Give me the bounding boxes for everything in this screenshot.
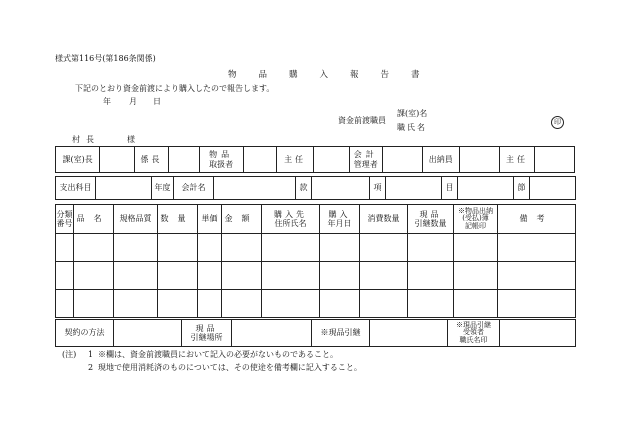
date-year: 年 — [103, 97, 111, 106]
col-category-no: 分類 番号 — [56, 205, 74, 234]
col-purchase-date: 購入 年月日 — [320, 205, 360, 234]
cell[interactable] — [498, 234, 576, 262]
note-1-text: ※欄は、資金前渡職員において記入の必要がないものであること。 — [98, 350, 338, 359]
cell[interactable] — [320, 262, 360, 290]
form-title: 物品購入報告書 — [228, 70, 442, 80]
account-name-input[interactable] — [214, 177, 296, 200]
col-consumed-qty: 消費数量 — [360, 205, 408, 234]
cell[interactable] — [454, 290, 498, 318]
cell[interactable] — [262, 262, 320, 290]
addressee-title: 村長 — [72, 135, 100, 144]
note-2-number: 2 — [88, 363, 94, 372]
handler-label: 物品 取扱者 — [199, 147, 243, 173]
cell[interactable] — [262, 290, 320, 318]
manager-label: 会計 管理者 — [349, 147, 382, 173]
date-month: 月 — [129, 97, 137, 106]
cell[interactable] — [454, 234, 498, 262]
items-table — [55, 204, 576, 318]
kou-input[interactable] — [386, 177, 442, 200]
dept-chief-label: 課(室)長 — [56, 147, 100, 173]
table-row — [56, 262, 576, 290]
cell[interactable] — [56, 290, 74, 318]
kou-label: 項 — [370, 177, 386, 200]
fiscal-year-label: 年度 — [152, 177, 174, 200]
cell[interactable] — [74, 290, 114, 318]
col-item-name: 品名 — [74, 205, 114, 234]
footer-table — [55, 319, 576, 347]
cell[interactable] — [320, 234, 360, 262]
setsu-input[interactable] — [530, 177, 576, 200]
accountant-label: 出納員 — [422, 147, 460, 173]
account-name-label: 会計名 — [174, 177, 214, 200]
cell[interactable] — [114, 262, 158, 290]
account-label: 支出科目 — [56, 177, 96, 200]
setsu-label: 節 — [514, 177, 530, 200]
handler-seal[interactable] — [243, 147, 276, 173]
kan-label: 款 — [296, 177, 312, 200]
table-row — [56, 290, 576, 318]
cell[interactable] — [56, 234, 74, 262]
cell[interactable] — [198, 290, 222, 318]
budget-table — [55, 176, 576, 200]
dept-label: 課(室)名 — [397, 109, 428, 118]
col-spec: 規格品質 — [114, 205, 158, 234]
cell[interactable] — [408, 290, 454, 318]
approval-table — [55, 146, 575, 173]
cell[interactable] — [222, 262, 262, 290]
receiver-seal[interactable] — [500, 320, 576, 347]
addressee-suffix: 様 — [127, 135, 135, 144]
cell[interactable] — [360, 234, 408, 262]
cell[interactable] — [408, 234, 454, 262]
kan-input[interactable] — [312, 177, 370, 200]
cell[interactable] — [408, 262, 454, 290]
table-row — [56, 234, 576, 262]
handover-place-input[interactable] — [232, 320, 312, 347]
staff1-label: 主任 — [276, 147, 314, 173]
note-1-number: 1 — [88, 350, 94, 359]
cell[interactable] — [198, 234, 222, 262]
col-ledger-seal: ※物品出納 (受払)簿 記帳印 — [454, 205, 498, 234]
moku-input[interactable] — [458, 177, 514, 200]
cell[interactable] — [360, 290, 408, 318]
cell[interactable] — [498, 290, 576, 318]
col-amount: 金額 — [222, 205, 262, 234]
handover-label: ※現品引継 — [312, 320, 370, 347]
intro-text: 下記のとおり資金前渡により購入したので報告します。 — [75, 84, 275, 93]
form-number: 様式第116号(第186条関係) — [55, 54, 156, 63]
cell[interactable] — [198, 262, 222, 290]
cell[interactable] — [114, 290, 158, 318]
seal-mark: 印 — [551, 116, 564, 129]
col-unit-price: 単価 — [198, 205, 222, 234]
moku-label: 目 — [442, 177, 458, 200]
officer-name-label: 職氏名 — [397, 123, 427, 132]
cell[interactable] — [74, 234, 114, 262]
fiscal-year-input[interactable] — [96, 177, 152, 200]
note-2-text: 現地で使用消耗済のものについては、その使途を備考欄に記入すること。 — [98, 363, 362, 372]
receiver-label: ※現品引継 受領者 職氏名印 — [448, 320, 500, 347]
dept-chief-seal[interactable] — [100, 147, 135, 173]
manager-seal[interactable] — [382, 147, 422, 173]
col-handover-qty: 現品 引継数量 — [408, 205, 454, 234]
cell[interactable] — [360, 262, 408, 290]
cell[interactable] — [158, 290, 198, 318]
staff2-label: 主任 — [499, 147, 534, 173]
notes-label: (注) — [62, 350, 77, 359]
cell[interactable] — [498, 262, 576, 290]
chief-seal[interactable] — [168, 147, 199, 173]
officer-label: 資金前渡職員 — [338, 116, 386, 125]
cell[interactable] — [74, 262, 114, 290]
col-remarks: 備考 — [498, 205, 576, 234]
col-qty: 数量 — [158, 205, 198, 234]
staff1-seal[interactable] — [314, 147, 349, 173]
cell[interactable] — [56, 262, 74, 290]
cell[interactable] — [158, 234, 198, 262]
accountant-seal[interactable] — [460, 147, 500, 173]
contract-method-label: 契約の方法 — [56, 320, 114, 347]
cell[interactable] — [320, 290, 360, 318]
staff2-seal[interactable] — [535, 147, 575, 173]
date-day: 日 — [153, 97, 161, 106]
contract-method-input[interactable] — [114, 320, 182, 347]
cell[interactable] — [114, 234, 158, 262]
cell[interactable] — [158, 262, 198, 290]
col-vendor: 購入先 住所氏名 — [262, 205, 320, 234]
cell[interactable] — [454, 262, 498, 290]
chief-label: 係長 — [135, 147, 168, 173]
cell[interactable] — [222, 234, 262, 262]
handover-input[interactable] — [370, 320, 448, 347]
handover-place-label: 現品 引継場所 — [182, 320, 232, 347]
cell[interactable] — [262, 234, 320, 262]
cell[interactable] — [222, 290, 262, 318]
